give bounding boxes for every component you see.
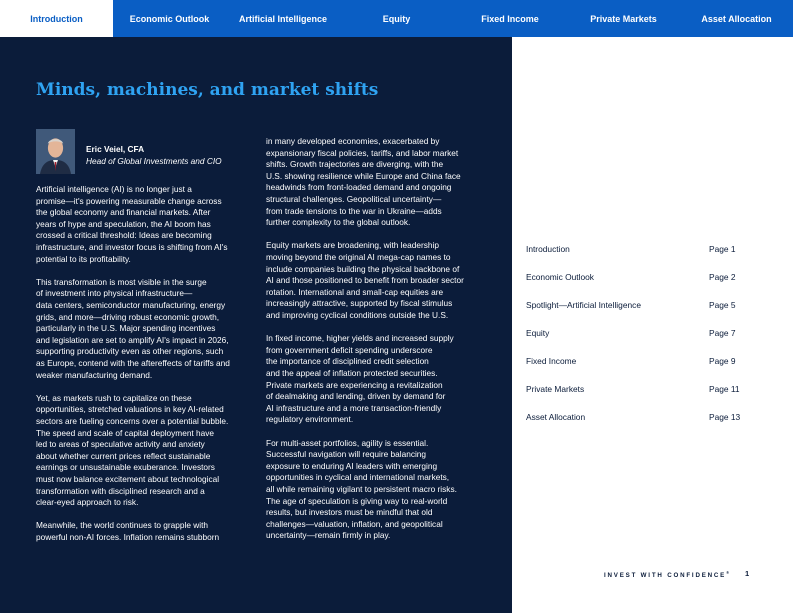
body-text-line: from government deficit spending underscore [266, 344, 433, 355]
toc-item-page[interactable]: Page 5 [709, 300, 736, 310]
body-text-line: about whether current prices reflect sustainable [36, 450, 211, 461]
toc-item-page[interactable]: Page 7 [709, 328, 736, 338]
toc-item-label[interactable]: Asset Allocation [526, 412, 586, 422]
body-text-line: clear-eyed approach to risk. [36, 497, 139, 508]
body-text-line: and the appeal of inflation protected securities. [266, 368, 438, 378]
body-text-line: potential to its profitability. [36, 253, 131, 264]
body-text-line: led to areas of speculative activity and anxiety [36, 439, 205, 450]
toc-item-page[interactable]: Page 13 [709, 412, 741, 422]
body-text-line: Equity markets are broadening, with leadership [266, 240, 439, 251]
body-text-line: Artificial intelligence (AI) is no longer just a [36, 184, 192, 194]
footer-tagline [604, 570, 729, 579]
tab-equity[interactable]: Equity [382, 13, 411, 24]
body-text-line: expansionary fiscal policies, tariffs, and labor market [266, 147, 459, 158]
body-text-line: This transformation is most visible in the surge [36, 276, 207, 287]
body-text-line: headwinds from front-loaded demand and ongoing [266, 182, 452, 193]
page-title: Minds, machines, and market shifts [36, 80, 379, 100]
tab-private-markets[interactable]: Private Markets [590, 13, 657, 24]
body-text-line: sectors are fueling concerns over a potential bubble. [36, 416, 229, 426]
body-text-line: years of hype and speculation, the AI boom has [36, 218, 211, 229]
body-text-line: AI and those positioned to benefit from broader sector [266, 275, 464, 286]
tab-fixed-income[interactable]: Fixed Income [481, 13, 539, 24]
body-text-line: powerful non-AI forces. Inflation remains stubborn [36, 532, 220, 542]
body-text-line: in many developed economies, exacerbated by [266, 136, 440, 146]
author-title: Head of Global Investments and CIO [86, 156, 222, 166]
body-text-line: include companies building the physical backbone of [266, 263, 460, 274]
body-text-line: AI infrastructure and a more transaction-friendly [266, 402, 442, 413]
toc-item-page[interactable]: Page 1 [709, 244, 736, 254]
toc-item-label[interactable]: Private Markets [526, 384, 585, 394]
body-text-line: rotation. International and small-cap equities are [266, 286, 444, 297]
toc-item-label[interactable]: Spotlight—Artificial Intelligence [526, 300, 641, 310]
section-tab-bar [0, 0, 793, 37]
author-name: Eric Veiel, CFA [86, 144, 145, 154]
body-text-line: particularly in the U.S. Major spending incentives [36, 323, 216, 334]
toc-item-label[interactable]: Equity [526, 328, 550, 338]
toc-item-page[interactable]: Page 11 [709, 384, 740, 394]
body-text-line: transformation with disciplined research and a [36, 485, 205, 496]
body-text-line: of dealmaking and lending, driven by demand for [266, 391, 446, 402]
body-text-line: Private markets are experiencing a revitalization [266, 379, 443, 390]
body-text-line: The age of speculation is giving way to real-world [266, 495, 448, 506]
trademark-symbol: ® [726, 570, 730, 575]
tab-asset-allocation[interactable]: Asset Allocation [701, 13, 772, 24]
body-text-line: For multi-asset portfolios, agility is essential. [266, 437, 429, 448]
body-text-line: In fixed income, higher yields and increased supply [266, 333, 454, 344]
tab-introduction[interactable]: Introduction [0, 0, 113, 37]
body-text-line: weaker manufacturing demand. [36, 369, 153, 380]
body-text-line: structural challenges. Geopolitical uncertainty— [266, 194, 442, 204]
body-text-line: opportunities, stretched valuations in key AI-related [36, 404, 224, 415]
body-text-line: must now balance excitement about technological [36, 474, 220, 484]
toc-item-page[interactable]: Page 2 [709, 272, 736, 282]
body-text-line: regulatory environment. [266, 414, 354, 425]
body-text-line: all while remaining vigilant to persistent macro risks. [266, 484, 457, 494]
body-text-line: the importance of disciplined credit selection [266, 356, 429, 367]
body-text-line: exposure to enduring AI leaders with emerging [266, 460, 438, 471]
body-text-line: challenges—valuation, inflation, and geopolitical [266, 518, 443, 529]
toc-item-page[interactable]: Page 9 [709, 356, 736, 366]
body-text-line: and legislation are set to amplify AI's impact in 2026, [36, 334, 229, 345]
body-text-line: results, but investors must be mindful that old [266, 507, 433, 518]
body-text-line: further complexity to the global outlook. [266, 217, 411, 228]
body-text-line: Successful navigation will require balancing [266, 449, 427, 460]
body-text-line: opportunities in cyclical and international markets, [266, 472, 450, 483]
page-number: 1 [745, 569, 750, 578]
body-text-line: data centers, semiconductor manufacturing, energy [36, 300, 226, 310]
body-text-line: uncertainty—remain firmly in play. [266, 530, 391, 541]
body-text-line: supporting productivity even as other regions, such [36, 346, 224, 357]
body-text-line: the global economy and financial markets. After [36, 207, 211, 218]
body-text-line: crossed a critical threshold: Ideas are becoming [36, 230, 212, 241]
body-text-line: The speed and scale of capital deployment have [36, 427, 215, 438]
body-text-line: U.S. showing resilience while Europe and China face [266, 170, 461, 181]
body-text-line: and improving cyclical conditions outside the U.S. [266, 310, 449, 320]
body-text-line: increasingly attractive, supported by fiscal stimulus [266, 298, 453, 309]
body-text-line: Yet, as markets rush to capitalize on these [36, 392, 192, 403]
toc-item-label[interactable]: Fixed Income [526, 356, 577, 366]
body-text-line: earnings or unsustainable exuberance. Investors [36, 462, 215, 473]
body-text-line: as Europe, contend with the aftereffects of tariffs and [36, 358, 230, 368]
body-text-line: infrastructure, and investor focus is shifting from AI's [36, 242, 228, 252]
author-photo [36, 129, 75, 174]
body-text-line: moving beyond the original AI mega-cap names to [266, 252, 451, 262]
body-text-line: shifts. Growth trajectories are diverging, with the [266, 159, 444, 170]
body-text-line: Meanwhile, the world continues to grapple with [36, 520, 209, 531]
toc-item-label[interactable]: Economic Outlook [526, 272, 594, 282]
body-text-line: promise—it's powering measurable change across [36, 195, 222, 206]
body-text-line: from trade tensions to the war in Ukraine—adds [266, 205, 442, 216]
body-text-line: of investment into physical infrastructure— [36, 288, 193, 299]
tab-artificial-intelligence[interactable]: Artificial Intelligence [238, 13, 328, 24]
tab-economic-outlook[interactable]: Economic Outlook [129, 13, 210, 24]
tagline-text: INVEST WITH CONFIDENCE [604, 572, 727, 580]
toc-item-label[interactable]: Introduction [526, 244, 570, 254]
body-text-line: grids, and more—driving robust economic growth, [36, 311, 220, 322]
